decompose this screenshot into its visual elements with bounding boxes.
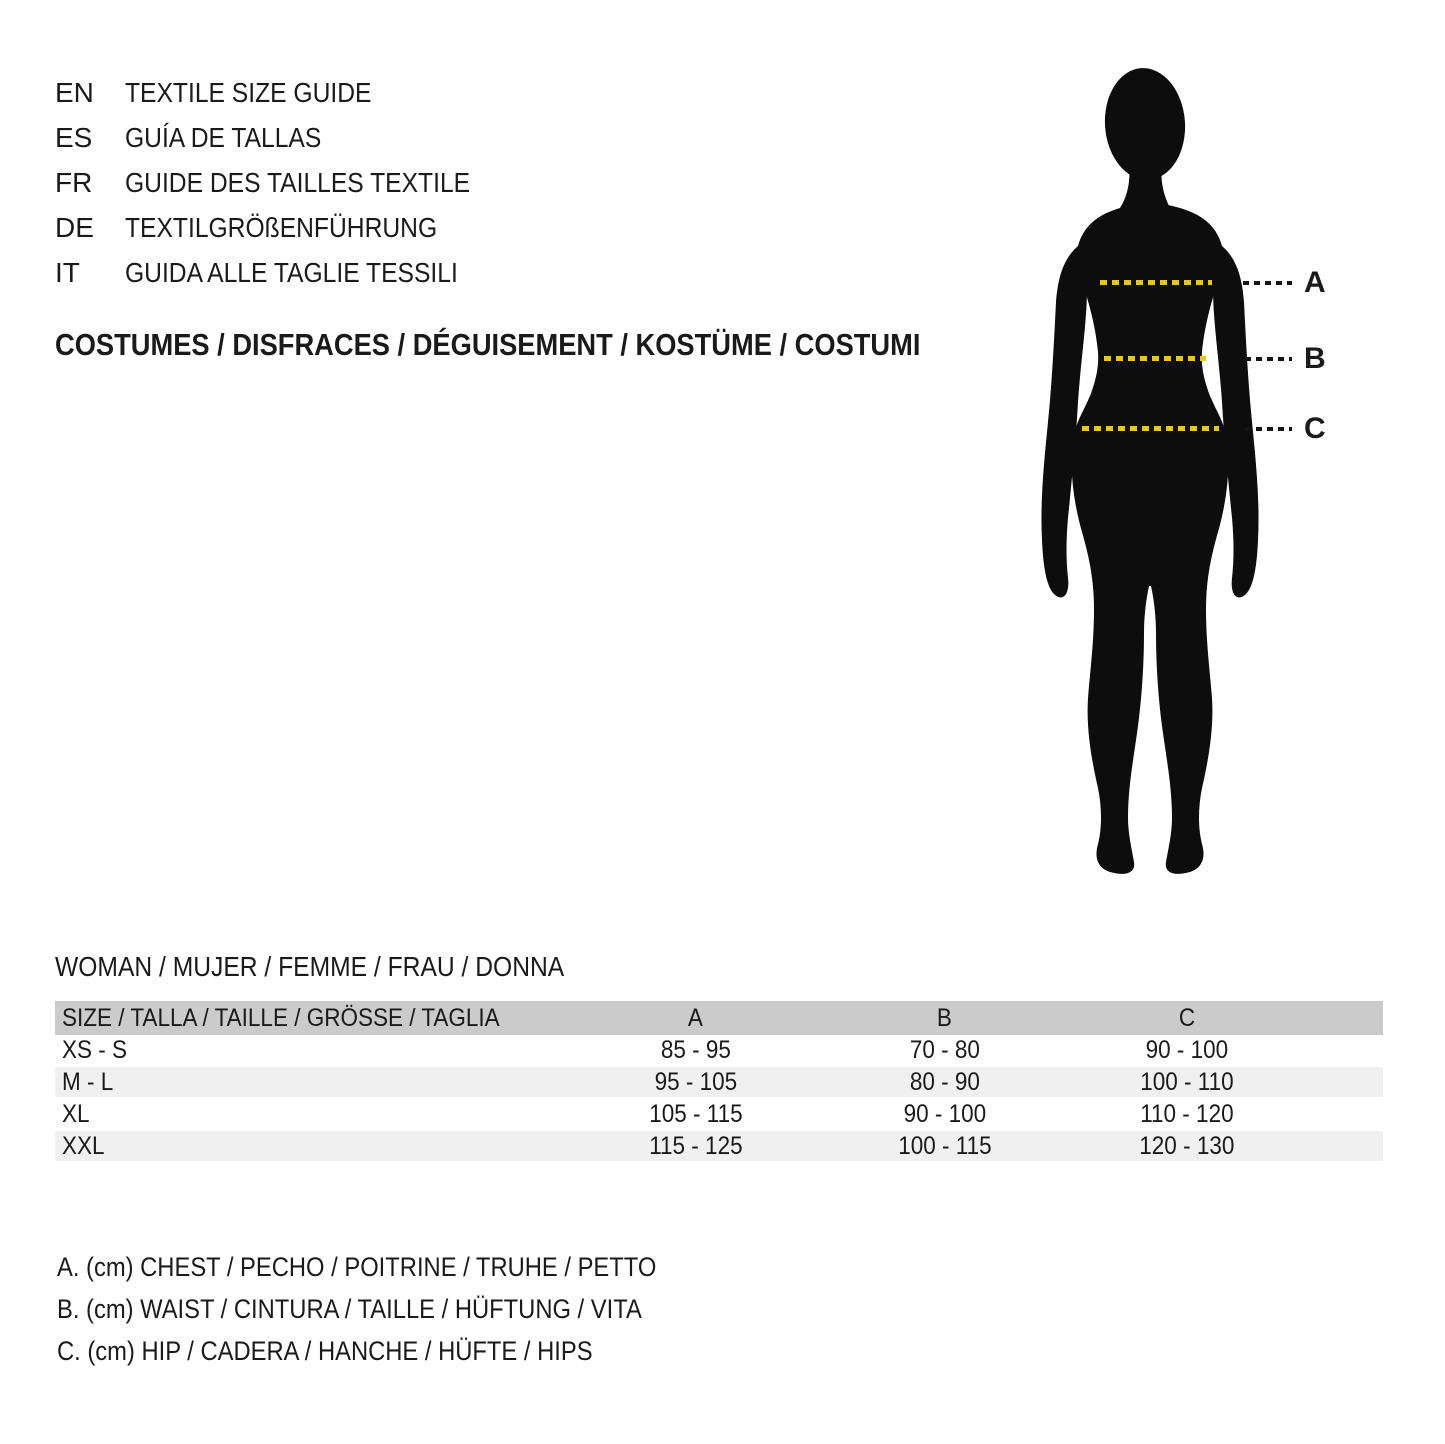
hip-measure-dashed-line bbox=[1082, 426, 1219, 431]
chest-range-cell: 115 - 125 bbox=[573, 1131, 819, 1163]
legend-item-chest: A. (cm) CHEST / PECHO / POITRINE / TRUHE / PETTO bbox=[57, 1252, 657, 1282]
marker-label-c: C bbox=[1304, 412, 1326, 445]
hip-range-cell: 90 - 100 bbox=[1071, 1035, 1303, 1067]
table-header-row bbox=[55, 1001, 1383, 1035]
measurement-legend bbox=[57, 1246, 738, 1372]
section-title-woman bbox=[55, 951, 634, 983]
size-cell: XXL bbox=[55, 1131, 573, 1163]
size-table-container bbox=[55, 1001, 1383, 1163]
table-row bbox=[55, 1067, 1383, 1099]
spacer-cell bbox=[1303, 1131, 1383, 1163]
spacer-cell bbox=[1303, 1099, 1383, 1131]
spacer-cell bbox=[1303, 1035, 1383, 1067]
column-header-b: B bbox=[819, 1001, 1071, 1035]
language-guide-list bbox=[55, 70, 517, 295]
language-code: IT bbox=[55, 257, 80, 288]
list-item bbox=[55, 250, 517, 295]
size-cell: M - L bbox=[55, 1067, 573, 1099]
language-code: EN bbox=[55, 77, 94, 108]
list-item bbox=[55, 115, 517, 160]
hip-range-cell: 100 - 110 bbox=[1071, 1067, 1303, 1099]
guide-title: TEXTILE SIZE GUIDE bbox=[125, 77, 372, 108]
guide-title: TEXTILGRÖßENFÜHRUNG bbox=[125, 212, 438, 243]
waist-range-cell: 100 - 115 bbox=[819, 1131, 1071, 1163]
table-row bbox=[55, 1099, 1383, 1131]
waist-range-cell: 80 - 90 bbox=[819, 1067, 1071, 1099]
list-item bbox=[55, 160, 517, 205]
waist-range-cell: 70 - 80 bbox=[819, 1035, 1071, 1067]
waist-extension-dashed-line bbox=[1245, 357, 1292, 361]
marker-label-a: A bbox=[1304, 266, 1326, 299]
size-cell: XS - S bbox=[55, 1035, 573, 1067]
guide-title: GUIDA ALLE TAGLIE TESSILI bbox=[125, 257, 458, 288]
hip-range-cell: 110 - 120 bbox=[1071, 1099, 1303, 1131]
list-item bbox=[55, 70, 517, 115]
chest-range-cell: 105 - 115 bbox=[573, 1099, 819, 1131]
size-cell: XL bbox=[55, 1099, 573, 1131]
language-code: ES bbox=[55, 122, 93, 153]
category-title-text: COSTUMES / DISFRACES / DÉGUISEMENT / KOSTÜME / COSTUMI bbox=[55, 327, 921, 362]
size-table bbox=[55, 1001, 1383, 1163]
chest-measure-dashed-line bbox=[1100, 280, 1212, 285]
guide-title: GUIDE DES TAILLES TEXTILE bbox=[125, 167, 471, 198]
legend-item-waist: B. (cm) WAIST / CINTURA / TAILLE / HÜFTUNG / VITA bbox=[57, 1294, 642, 1324]
hip-extension-dashed-line bbox=[1245, 427, 1292, 431]
guide-title: GUÍA DE TALLAS bbox=[125, 122, 322, 153]
spacer-cell bbox=[1303, 1067, 1383, 1099]
section-title-text: WOMAN / MUJER / FEMME / FRAU / DONNA bbox=[55, 951, 565, 982]
column-header-size: SIZE / TALLA / TAILLE / GRÖSSE / TAGLIA bbox=[55, 1001, 573, 1035]
table-row bbox=[55, 1131, 1383, 1163]
waist-measure-dashed-line bbox=[1104, 356, 1206, 361]
table-row bbox=[55, 1035, 1383, 1067]
category-title bbox=[55, 327, 1038, 363]
chest-extension-dashed-line bbox=[1243, 281, 1292, 285]
column-header-spacer bbox=[1303, 1001, 1383, 1035]
chest-range-cell: 85 - 95 bbox=[573, 1035, 819, 1067]
list-item bbox=[55, 205, 517, 250]
language-code: DE bbox=[55, 212, 94, 243]
hip-range-cell: 120 - 130 bbox=[1071, 1131, 1303, 1163]
chest-range-cell: 95 - 105 bbox=[573, 1067, 819, 1099]
column-header-c: C bbox=[1071, 1001, 1303, 1035]
language-code: FR bbox=[55, 167, 93, 198]
column-header-a: A bbox=[573, 1001, 819, 1035]
marker-label-b: B bbox=[1304, 342, 1326, 375]
legend-item-hip: C. (cm) HIP / CADERA / HANCHE / HÜFTE / HIPS bbox=[57, 1336, 593, 1366]
woman-silhouette-image bbox=[1028, 62, 1272, 884]
waist-range-cell: 90 - 100 bbox=[819, 1099, 1071, 1131]
